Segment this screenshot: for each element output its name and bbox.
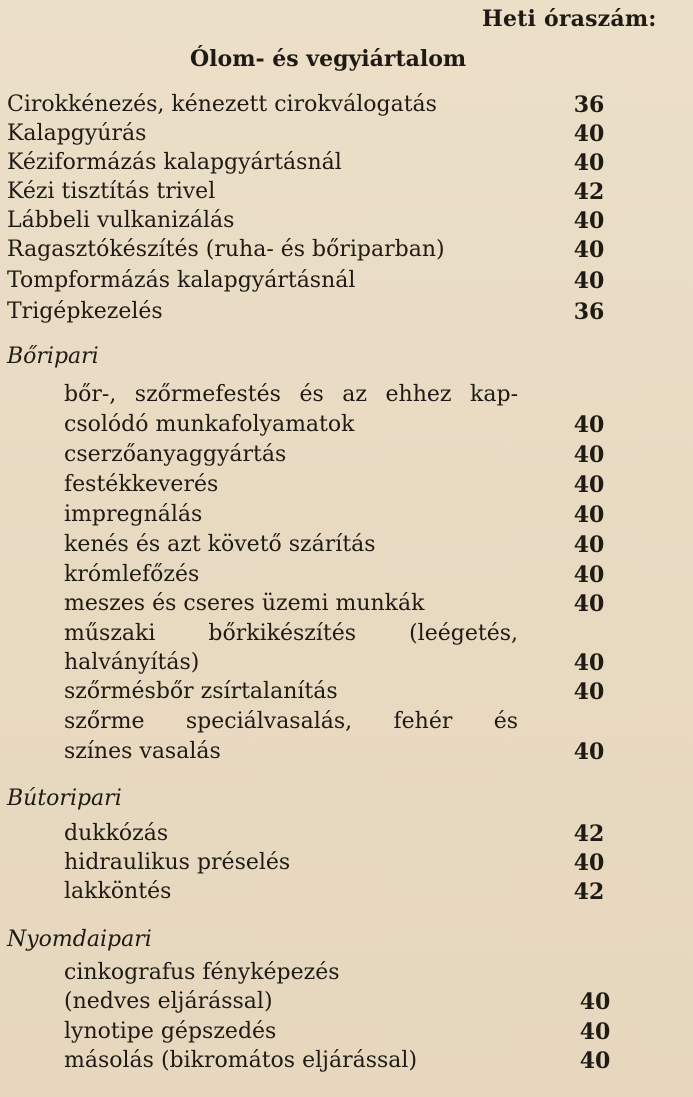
- list-item: [0, 119, 693, 149]
- list-item-continued: [0, 737, 693, 767]
- list-item: [0, 235, 693, 265]
- list-item: [0, 819, 693, 849]
- list-item: [0, 589, 693, 619]
- item-hours: 40: [573, 502, 605, 528]
- item-hours: 42: [573, 879, 605, 905]
- list-item: [0, 707, 693, 737]
- item-name: Trigépkezelés: [7, 299, 163, 324]
- list-item: [0, 500, 693, 530]
- item-name-continued: csolódó munkafolyamatok: [64, 412, 355, 437]
- item-hours: 40: [573, 532, 605, 558]
- item-hours: 36: [573, 299, 605, 325]
- item-name: Lábbeli vulkanizálás: [7, 208, 235, 233]
- item-hours: 40: [573, 237, 605, 263]
- list-item: [0, 1017, 693, 1047]
- list-item: [0, 677, 693, 707]
- item-hours: 40: [573, 472, 605, 498]
- item-name: lakköntés: [64, 879, 172, 904]
- item-name: másolás (bikromátos eljárással): [64, 1048, 418, 1073]
- item-hours: 40: [573, 121, 605, 147]
- item-name: bőr-, szőrmefestés és az ehhez kap-: [64, 382, 518, 407]
- item-name: cinkografus fényképezés: [64, 960, 340, 985]
- item-name: hidraulikus préselés: [64, 850, 291, 875]
- item-name: cserzőanyaggyártás: [64, 442, 287, 467]
- list-item: [0, 560, 693, 590]
- list-item: [0, 470, 693, 500]
- list-item: [0, 206, 693, 236]
- item-name: kenés és azt követő szárítás: [64, 532, 376, 557]
- item-name: lynotipe gépszedés: [64, 1019, 277, 1044]
- item-name: Tompformázás kalapgyártásnál: [7, 268, 356, 293]
- list-item: [0, 619, 693, 649]
- list-item-continued: [0, 648, 693, 678]
- list-item-continued: [0, 410, 693, 440]
- item-hours: 40: [579, 1019, 611, 1045]
- item-hours: 40: [573, 442, 605, 468]
- item-name: krómlefőzés: [64, 562, 200, 587]
- item-name-continued: színes vasalás: [64, 739, 221, 764]
- item-name: Kalapgyúrás: [7, 121, 147, 146]
- item-name: műszaki bőrkikészítés (leégetés,: [64, 621, 518, 646]
- item-hours: 42: [573, 179, 605, 205]
- list-item: [0, 380, 693, 410]
- item-name: impregnálás: [64, 502, 203, 527]
- item-name: dukkózás: [64, 821, 169, 846]
- item-name: Ragasztókészítés (ruha- és bőriparban): [7, 237, 445, 262]
- item-name: szőrme speciálvasalás, fehér és: [64, 709, 518, 734]
- list-item: [0, 90, 693, 120]
- list-item: [0, 848, 693, 878]
- item-name: meszes és cseres üzemi munkák: [64, 591, 425, 616]
- item-name-continued: halványítás): [64, 650, 200, 675]
- weekly-hours-header: Heti óraszám:: [482, 6, 657, 32]
- item-hours: 40: [573, 562, 605, 588]
- item-hours: 40: [573, 150, 605, 176]
- item-hours: 40: [573, 268, 605, 294]
- category-boripari: Bőripari: [7, 344, 99, 369]
- list-item: [0, 297, 693, 327]
- item-hours: 40: [573, 739, 605, 765]
- list-item: [0, 1046, 693, 1076]
- list-item: [0, 958, 693, 988]
- item-hours: 36: [573, 92, 605, 118]
- item-hours: 40: [573, 650, 605, 676]
- item-name-continued: (nedves eljárással): [64, 989, 273, 1014]
- item-hours: 40: [573, 208, 605, 234]
- list-item: [0, 266, 693, 296]
- item-name: Kézi tisztítás trivel: [7, 179, 216, 204]
- list-item: [0, 530, 693, 560]
- section-title: Ólom- és vegyiártalom: [190, 46, 467, 72]
- item-hours: 42: [573, 821, 605, 847]
- item-hours: 40: [573, 412, 605, 438]
- item-hours: 40: [573, 679, 605, 705]
- item-name: Kéziformázás kalapgyártásnál: [7, 150, 342, 175]
- list-item-continued: [0, 987, 693, 1017]
- item-hours: 40: [579, 989, 611, 1015]
- item-name: szőrmésbőr zsírtalanítás: [64, 679, 338, 704]
- list-item: [0, 177, 693, 207]
- category-nyomdaipari: Nyomdaipari: [7, 927, 152, 952]
- item-hours: 40: [573, 591, 605, 617]
- item-name: Cirokkénezés, kénezett cirokválogatás: [7, 92, 437, 117]
- list-item: [0, 148, 693, 178]
- item-hours: 40: [579, 1048, 611, 1074]
- list-item: [0, 440, 693, 470]
- item-hours: 40: [573, 850, 605, 876]
- list-item: [0, 877, 693, 907]
- category-butoripari: Bútoripari: [7, 786, 122, 811]
- item-name: festékkeverés: [64, 472, 219, 497]
